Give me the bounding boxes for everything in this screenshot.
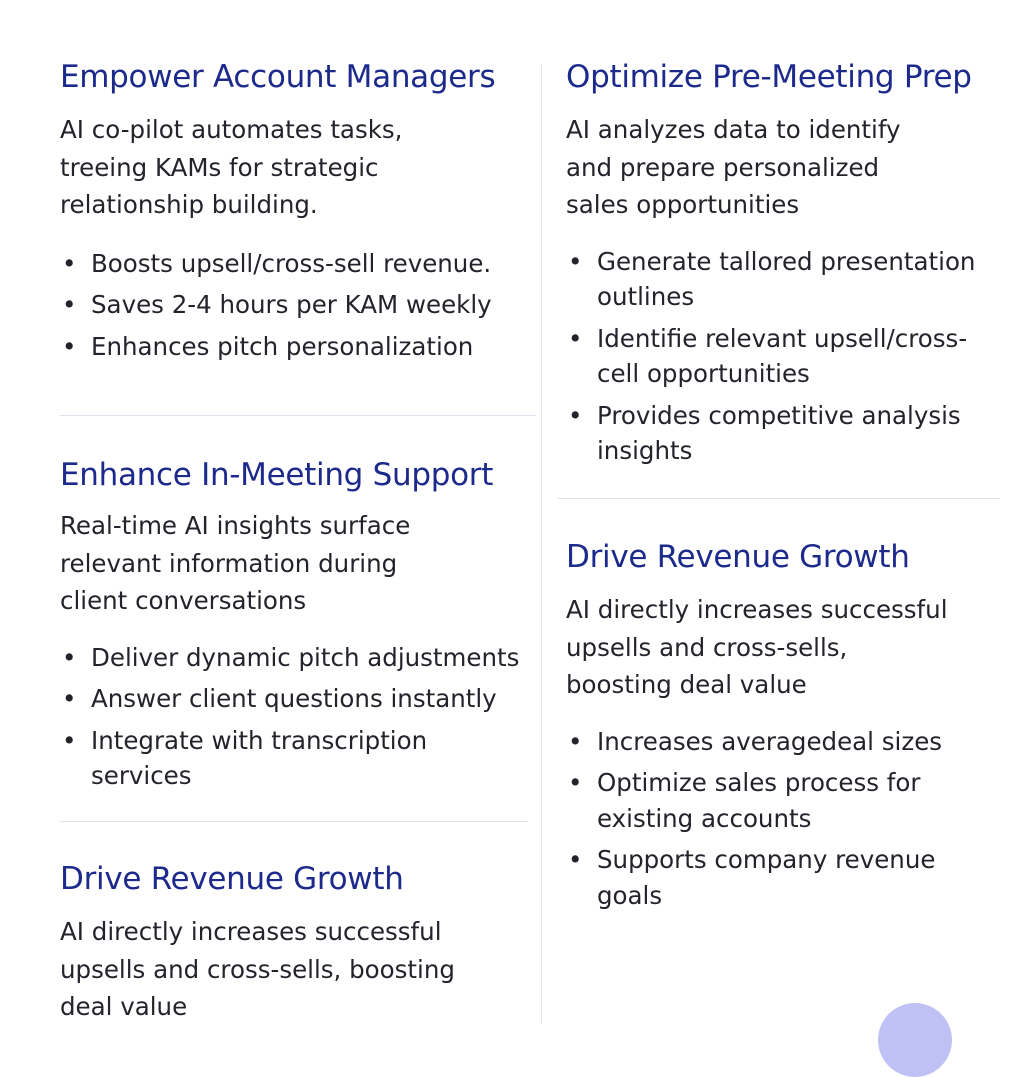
list-item: • Saves 2-4 hours per KAM weekly bbox=[60, 287, 495, 323]
section-heading: Optimize Pre-Meeting Prep bbox=[566, 59, 972, 95]
bullet-icon: • bbox=[568, 246, 583, 276]
list-item: • Integrate with transcription services bbox=[60, 723, 519, 794]
bullet-icon: • bbox=[62, 290, 77, 319]
bullet-icon: • bbox=[62, 642, 77, 672]
list-item: • Identifie relevant upsell/cross- cell opportunities bbox=[566, 321, 975, 392]
section-heading: Drive Revenue Growth bbox=[60, 861, 404, 897]
bullet-list bbox=[60, 640, 519, 794]
bullet-list bbox=[566, 724, 948, 914]
section-drive-revenue-growth-right bbox=[566, 537, 948, 913]
bullet-icon: • bbox=[568, 845, 583, 874]
bullet-icon: • bbox=[568, 323, 583, 353]
section-heading: Empower Account Managers bbox=[60, 59, 496, 95]
section-divider bbox=[558, 498, 1000, 499]
bullet-icon: • bbox=[568, 400, 583, 430]
section-heading: Drive Revenue Growth bbox=[566, 539, 910, 575]
column-divider bbox=[541, 64, 542, 1024]
list-item: • Boosts upsell/cross-sell revenue. bbox=[60, 246, 495, 282]
section-description: AI directly increases successful upsells and cross-sells, boosting deal value bbox=[566, 595, 948, 699]
section-divider bbox=[60, 415, 536, 416]
decorative-circle-icon bbox=[878, 1003, 952, 1077]
section-description: AI directly increases successful upsells and cross-sells, boosting deal value bbox=[60, 917, 455, 1021]
section-drive-revenue-growth bbox=[60, 859, 455, 1026]
list-item: • Enhances pitch personalization bbox=[60, 329, 495, 365]
section-description: AI analyzes data to identify and prepare personalized sales opportunities bbox=[566, 115, 901, 219]
bullet-icon: • bbox=[62, 248, 77, 278]
bullet-icon: • bbox=[568, 768, 583, 797]
list-item: • Deliver dynamic pitch adjustments bbox=[60, 640, 519, 676]
section-divider bbox=[60, 821, 528, 822]
list-item: • Provides competitive analysis insights bbox=[566, 398, 975, 469]
section-heading: Enhance In-Meeting Support bbox=[60, 457, 494, 493]
bullet-icon: • bbox=[568, 726, 583, 756]
bullet-list bbox=[566, 244, 975, 469]
section-enhance-in-meeting-support bbox=[60, 455, 519, 794]
bullet-icon: • bbox=[62, 684, 77, 713]
list-item: • Optimize sales process for existing accounts bbox=[566, 765, 948, 836]
list-item: • Answer client questions instantly bbox=[60, 681, 519, 717]
section-optimize-pre-meeting-prep bbox=[566, 57, 975, 469]
bullet-list bbox=[60, 246, 495, 365]
list-item: • Increases averagedeal sizes bbox=[566, 724, 948, 760]
bullet-icon: • bbox=[62, 725, 77, 755]
section-description: Real-time AI insights surface relevant information during client conversations bbox=[60, 511, 411, 615]
section-empower-account-managers bbox=[60, 57, 495, 364]
bullet-icon: • bbox=[62, 331, 77, 361]
section-description: AI co-pilot automates tasks, treeing KAMs for strategic relationship building. bbox=[60, 115, 403, 219]
list-item: • Supports company revenue goals bbox=[566, 842, 948, 913]
list-item: • Generate tallored presentation outlines bbox=[566, 244, 975, 315]
